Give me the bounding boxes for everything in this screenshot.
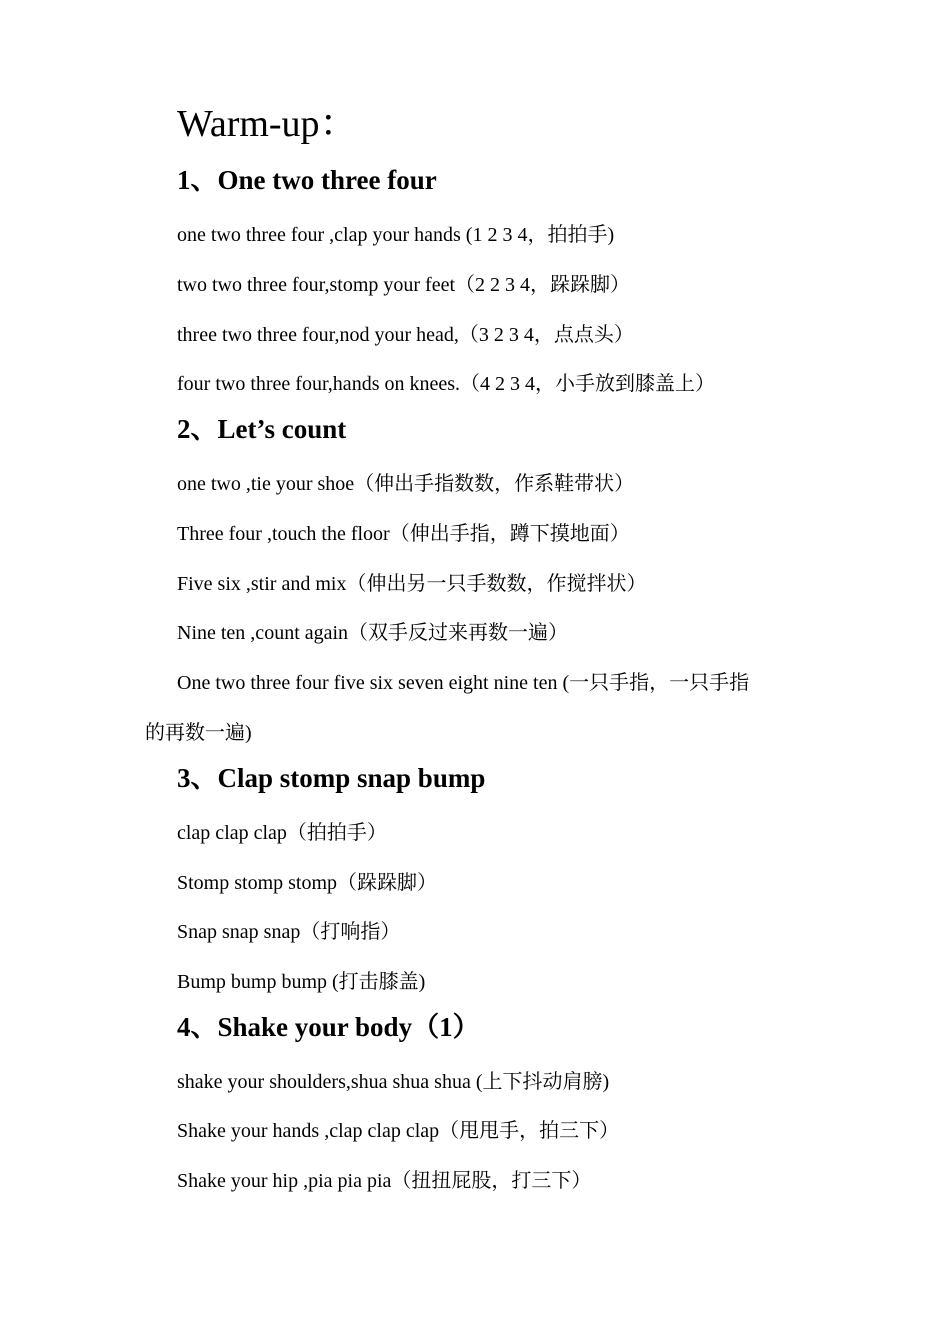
page-title: Warm-up：	[177, 103, 358, 145]
lyric-line: Shake your hip ,pia pia pia（扭扭屁股，打三下）	[177, 1170, 592, 1192]
lyric-line: Bump bump bump (打击膝盖)	[177, 971, 426, 993]
lyric-line-continuation: 的再数一遍)	[145, 722, 252, 744]
lyric-line: clap clap clap（拍拍手）	[177, 822, 387, 844]
lyric-line: Three four ,touch the floor（伸出手指，蹲下摸地面）	[177, 523, 630, 545]
section-heading-1: 1、One two three four	[177, 165, 437, 195]
lyric-line: shake your shoulders,shua shua shua (上下抖动肩膀)	[177, 1071, 610, 1093]
lyric-line: One two three four five six seven eight nine ten (一只手指，一只手指	[177, 672, 750, 694]
section-heading-2: 2、Let’s count	[177, 414, 347, 444]
section-heading-4: 4、Shake your body（1）	[177, 1012, 480, 1042]
lyric-line: Stomp stomp stomp（跺跺脚）	[177, 872, 438, 894]
lyric-line: Snap snap snap（打响指）	[177, 921, 401, 943]
lyric-line: four two three four,hands on knees.（4 2 3 4，小手放到膝盖上）	[177, 373, 716, 395]
lyric-line: one two three four ,clap your hands (1 2 3 4，拍拍手)	[177, 224, 615, 246]
lyric-line: two two three four,stomp your feet（2 2 3 4，跺跺脚）	[177, 274, 631, 296]
lyric-line: three two three four,nod your head,（3 2 3 4，点点头）	[177, 324, 634, 346]
section-heading-3: 3、Clap stomp snap bump	[177, 763, 486, 793]
lyric-line: Shake your hands ,clap clap clap（甩甩手，拍三下）	[177, 1120, 620, 1142]
lyric-line: Nine ten ,count again（双手反过来再数一遍）	[177, 622, 569, 644]
lyric-line: one two ,tie your shoe（伸出手指数数，作系鞋带状）	[177, 473, 635, 495]
lyric-line: Five six ,stir and mix（伸出另一只手数数，作搅拌状）	[177, 573, 647, 595]
